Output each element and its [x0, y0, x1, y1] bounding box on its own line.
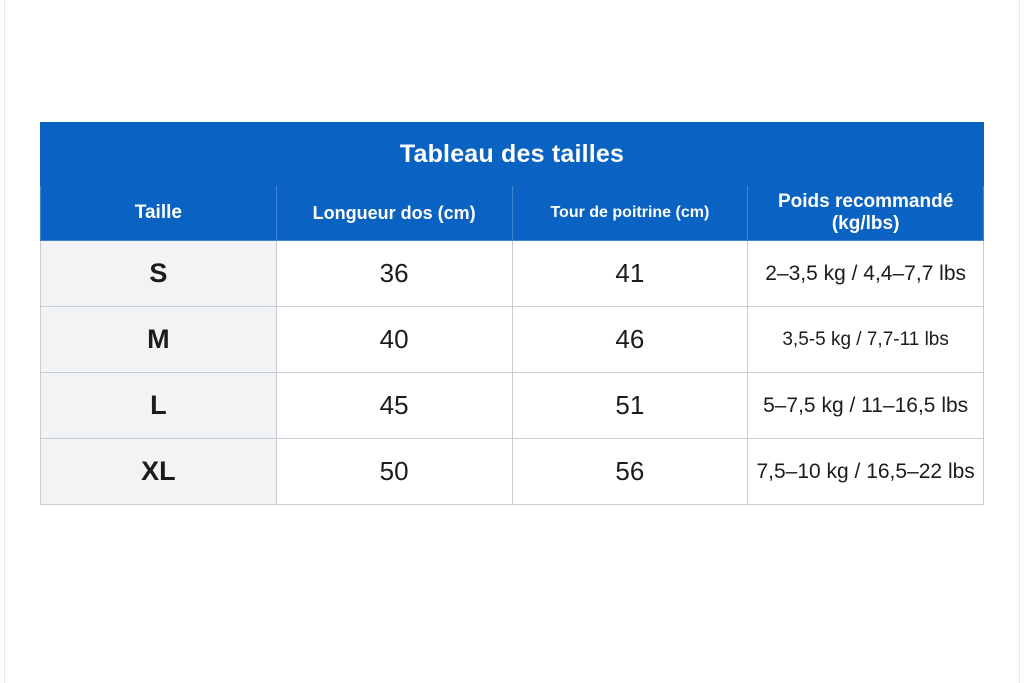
cell-taille: XL: [41, 439, 277, 505]
title-row: [41, 123, 984, 186]
column-header-longueur-dos: Longueur dos (cm): [276, 186, 512, 241]
cell-poitrine: 56: [512, 439, 748, 505]
cell-poitrine: 51: [512, 373, 748, 439]
table-row: [41, 307, 984, 373]
table-head: [41, 123, 984, 241]
page-edge-line-right: [1019, 0, 1020, 683]
cell-taille: M: [41, 307, 277, 373]
cell-dos: 50: [276, 439, 512, 505]
cell-poids: 3,5-5 kg / 7,7-11 lbs: [748, 307, 984, 373]
table-body: [41, 241, 984, 505]
size-chart-table: [40, 122, 984, 505]
size-chart-container: [40, 122, 984, 505]
table-row: [41, 241, 984, 307]
column-header-taille: Taille: [41, 186, 277, 241]
table-row: [41, 439, 984, 505]
cell-dos: 45: [276, 373, 512, 439]
column-header-tour-de-poitrine: Tour de poitrine (cm): [512, 186, 748, 241]
table-title: Tableau des tailles: [41, 123, 984, 186]
cell-poitrine: 41: [512, 241, 748, 307]
column-header-row: [41, 186, 984, 241]
cell-poids: 7,5–10 kg / 16,5–22 lbs: [748, 439, 984, 505]
cell-dos: 40: [276, 307, 512, 373]
cell-poids: 2–3,5 kg / 4,4–7,7 lbs: [748, 241, 984, 307]
table-row: [41, 373, 984, 439]
cell-taille: S: [41, 241, 277, 307]
cell-poids: 5–7,5 kg / 11–16,5 lbs: [748, 373, 984, 439]
page-edge-line-left: [4, 0, 5, 683]
cell-taille: L: [41, 373, 277, 439]
column-header-poids-recommande: Poids recommandé (kg/lbs): [748, 186, 984, 241]
cell-dos: 36: [276, 241, 512, 307]
cell-poitrine: 46: [512, 307, 748, 373]
